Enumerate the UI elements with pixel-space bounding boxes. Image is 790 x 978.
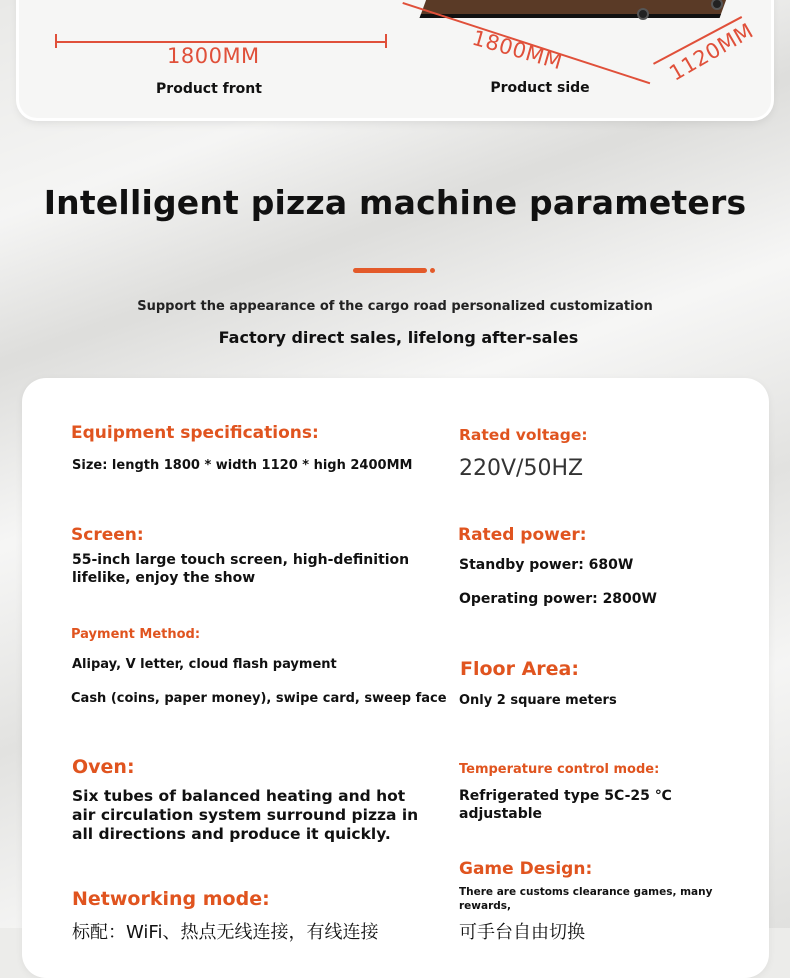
game-design-title: Game Design: [459,859,593,879]
parameters-card [22,378,769,978]
front-caption: Product front [156,81,262,97]
front-dimension-tick-left [55,34,57,48]
tagline: Factory direct sales, lifelong after-sales [218,328,579,347]
side-width-label: 1120MM [665,18,758,86]
equipment-spec-title: Equipment specifications: [71,423,319,443]
wheel-icon [637,8,649,20]
temperature-title: Temperature control mode: [459,762,660,777]
screen-value-line2: lifelike, enjoy the show [72,570,256,586]
page-title: Intelligent pizza machine parameters [43,183,747,222]
side-length-label: 1800MM [469,25,566,75]
power-operating: Operating power: 2800W [459,591,657,607]
floor-area-title: Floor Area: [460,658,579,680]
subtitle: Support the appearance of the cargo road personalized customization [137,299,653,314]
front-dimension-label: 1800MM [167,44,260,68]
product-views-card [19,0,771,118]
payment-line1: Alipay, V letter, cloud flash payment [72,657,337,672]
floor-area-value: Only 2 square meters [459,693,617,708]
oven-line3: all directions and produce it quickly. [72,825,391,843]
temperature-line2: adjustable [459,806,543,822]
game-design-line1: There are customs clearance games, many [459,886,713,898]
power-standby: Standby power: 680W [459,557,634,573]
power-title: Rated power: [458,525,587,545]
temperature-line1: Refrigerated type 5C-25 ℃ [459,788,672,804]
screen-value-line1: 55-inch large touch screen, high-definition [72,552,410,568]
machine-side-illustration [420,0,739,18]
payment-title: Payment Method: [71,627,201,642]
voltage-title: Rated voltage: [459,426,588,444]
screen-title: Screen: [71,525,144,545]
front-dimension-tick-right [385,34,387,48]
accent-bar [353,268,427,273]
networking-title: Networking mode: [72,888,270,910]
side-caption: Product side [490,80,590,96]
voltage-value: 220V/50HZ [459,456,584,481]
accent-dot [430,268,435,273]
front-dimension-line [55,41,387,43]
oven-title: Oven: [72,756,135,778]
equipment-spec-value: Size: length 1800 * width 1120 * high 2400MM [72,458,413,473]
game-design-line2: rewards, [459,900,512,912]
oven-line2: air circulation system surround pizza in [72,806,419,824]
game-design-cut: 可手台自由切换 [459,922,585,943]
oven-line1: Six tubes of balanced heating and hot [72,787,406,805]
payment-line2: Cash (coins, paper money), swipe card, sweep face [71,691,447,706]
networking-value-cut: 标配：WiFi、热点无线连接，有线连接 [72,922,379,943]
